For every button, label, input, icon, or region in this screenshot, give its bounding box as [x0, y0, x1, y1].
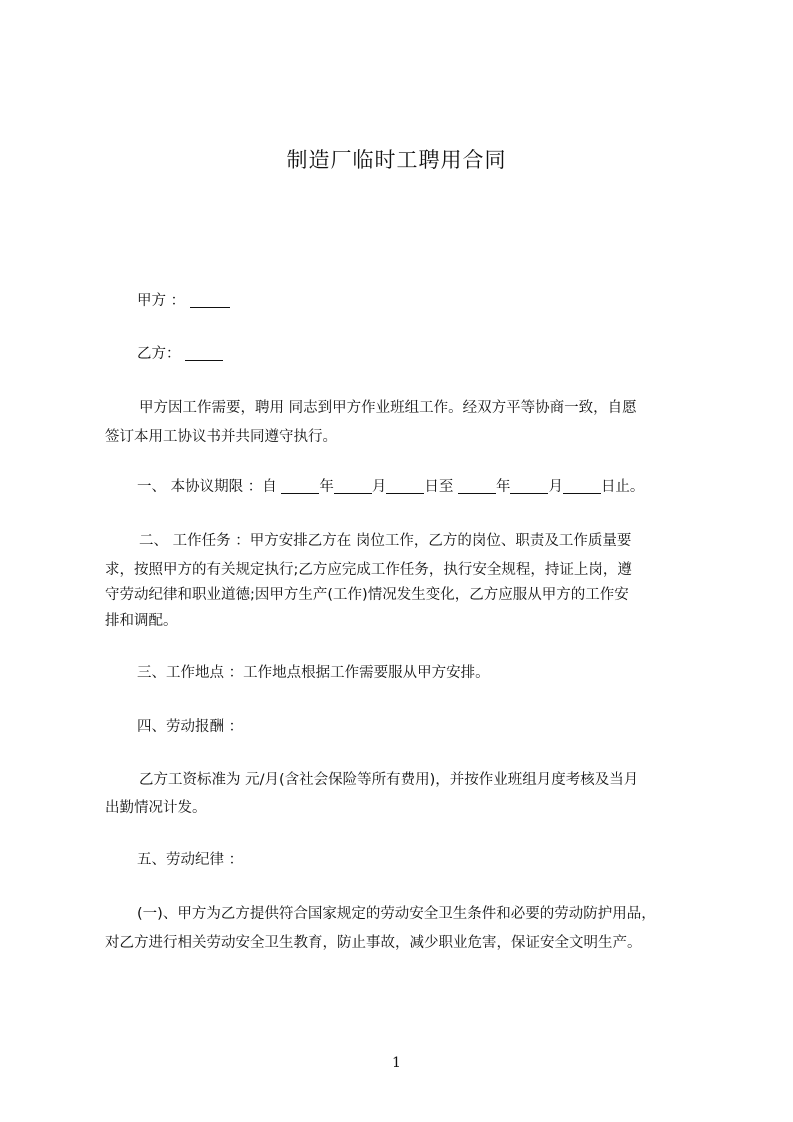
start-day-blank: [386, 477, 424, 494]
end-year-blank: [458, 477, 496, 494]
party-a-line: [137, 287, 737, 316]
duties-line-1: 二、 工作任务 ：甲方安排乙方在 岗位工作，乙方的岗位、职责及工作质量要: [139, 533, 632, 549]
pay-line-1: 乙方工资标准为 元/月(含社会保险等所有费用)，并按作业班组月度考核及当月: [139, 772, 639, 788]
discipline-line-2: 对乙方进行相关劳动安全卫生教育，防止事故，减少职业危害，保证安全文明生产。: [105, 935, 642, 951]
party-b-blank: [185, 344, 223, 361]
start-month-blank: [334, 477, 372, 494]
pay-heading: 四、劳动报酬 ：: [137, 719, 244, 735]
duties-line-3: 守劳动纪律和职业道德;因甲方生产(工作)情况发生变化，乙方应服从甲方的工作安: [105, 587, 629, 603]
party-a-blank: [190, 291, 230, 308]
term-line: 一、 本协议期限 ：自 年 月 日至 年 月 日止。: [137, 479, 645, 495]
intro-line-1: 甲方因工作需要，聘用 同志到甲方作业班组工作。经双方平等协商一致，自愿: [139, 400, 637, 416]
duties-line-2: 求，按照甲方的有关规定执行;乙方应完成工作任务，执行安全规程，持证上岗，遵: [105, 562, 632, 578]
party-a-label: 甲方 ：: [137, 293, 186, 309]
party-b-label: 乙方：: [137, 346, 181, 362]
discipline-heading: 五、劳动纪律 ：: [137, 852, 244, 868]
end-month-blank: [510, 477, 548, 494]
intro-line-2: 签订本用工协议书并共同遵守执行。: [105, 429, 337, 445]
discipline-line-1: (一)、甲方为乙方提供符合国家规定的劳动安全卫生条件和必要的劳动防护用品，: [137, 906, 656, 922]
end-day-blank: [563, 477, 601, 494]
party-b-line: [137, 340, 737, 369]
document-title: 制造厂临时工聘用合同: [286, 148, 507, 172]
start-year-blank: [281, 477, 319, 494]
duties-line-4: 排和调配。: [105, 613, 178, 629]
location-clause: 三、工作地点 ：工作地点根据工作需要服从甲方安排。: [137, 665, 490, 681]
pay-line-2: 出勤情况计发。: [105, 800, 207, 816]
page-number: 1: [392, 1055, 401, 1071]
